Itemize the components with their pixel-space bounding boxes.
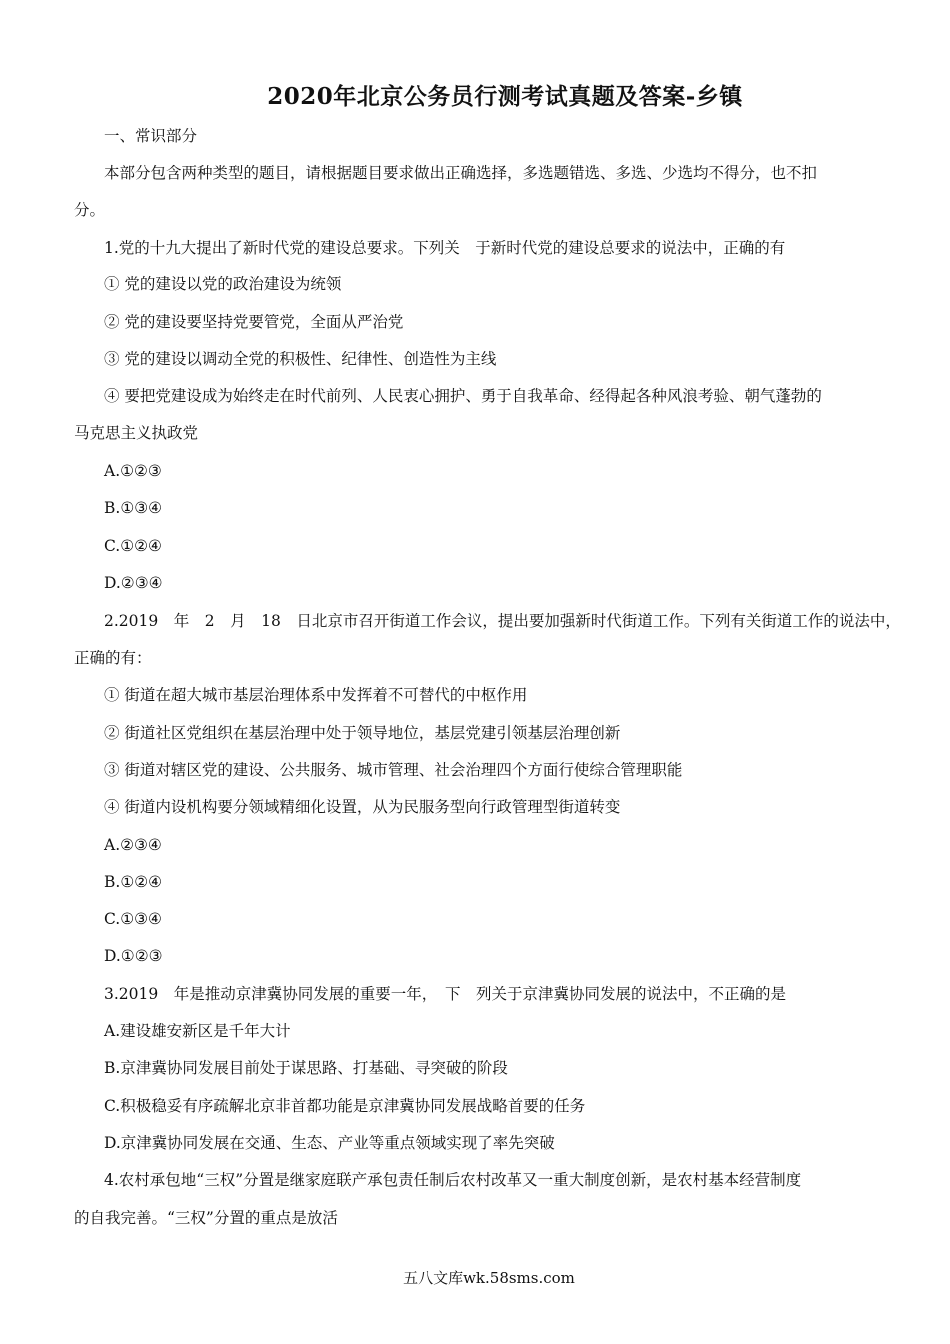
question-2-option-d: D.①②③ [104,947,163,965]
question-2-option-a: A.②③④ [104,836,162,854]
question-2-item: ② 街道社区党组织在基层治理中处于领导地位，基层党建引领基层治理创新 [104,724,621,742]
question-1-item-cont: 马克思主义执政党 [74,424,199,442]
question-1-stem: 1.党的十九大提出了新时代党的建设总要求。下列关 于新时代党的建设总要求的说法中，正确的有 [104,239,786,257]
document-title: 2020年北京公务员行测考试真题及答案-乡镇 [267,83,743,110]
question-3-option-d: D.京津冀协同发展在交通、生态、产业等重点领域实现了率先突破 [104,1134,555,1152]
question-2-item: ③ 街道对辖区党的建设、公共服务、城市管理、社会治理四个方面行使综合管理职能 [104,761,683,779]
question-2-item: ① 街道在超大城市基层治理体系中发挥着不可替代的中枢作用 [104,686,528,704]
question-3-option-b: B.京津冀协同发展目前处于谋思路、打基础、寻突破的阶段 [104,1059,508,1077]
question-4-stem-cont: 的自我完善。“三权”分置的重点是放活 [74,1209,338,1227]
footer-watermark: 五八文库wk.58sms.com [403,1269,575,1287]
question-1-item: ④ 要把党建设成为始终走在时代前列、人民衷心拥护、勇于自我革命、经得起各种风浪考验、朝气蓬勃的 [104,387,822,405]
question-2-option-b: B.①②④ [104,873,163,891]
question-3-option-c: C.积极稳妥有序疏解北京非首都功能是京津冀协同发展战略首要的任务 [104,1097,586,1115]
question-3-stem: 3.2019 年是推动京津冀协同发展的重要一年， 下 列关于京津冀协同发展的说法中，不正确的是 [104,985,786,1003]
question-1-item: ② 党的建设要坚持党要管党，全面从严治党 [104,313,404,331]
question-2-option-c: C.①③④ [104,910,162,928]
question-1-option-a: A.①②③ [104,462,162,480]
intro-text: 本部分包含两种类型的题目，请根据题目要求做出正确选择，多选题错选、多选、少选均不得分，也不扣 [104,164,818,182]
question-2-item: ④ 街道内设机构要分领域精细化设置，从为民服务型向行政管理型街道转变 [104,798,621,816]
question-1-option-c: C.①②④ [104,537,162,555]
question-1-option-d: D.②③④ [104,574,163,592]
question-4-stem: 4.农村承包地“三权”分置是继家庭联产承包责任制后农村改革又一重大制度创新，是农村基本经营制度 [104,1171,802,1189]
question-2-stem: 2.2019 年 2 月 18 日北京市召开街道工作会议，提出要加强新时代街道工作。下列有关街道工作的说法中， [104,612,901,630]
question-1-option-b: B.①③④ [104,499,163,517]
section-heading: 一、常识部分 [104,127,198,145]
question-3-option-a: A.建设雄安新区是千年大计 [104,1022,291,1040]
intro-text-cont: 分。 [74,201,106,219]
question-2-stem-cont: 正确的有： [74,649,152,667]
question-1-item: ① 党的建设以党的政治建设为统领 [104,275,342,293]
question-1-item: ③ 党的建设以调动全党的积极性、纪律性、创造性为主线 [104,350,497,368]
